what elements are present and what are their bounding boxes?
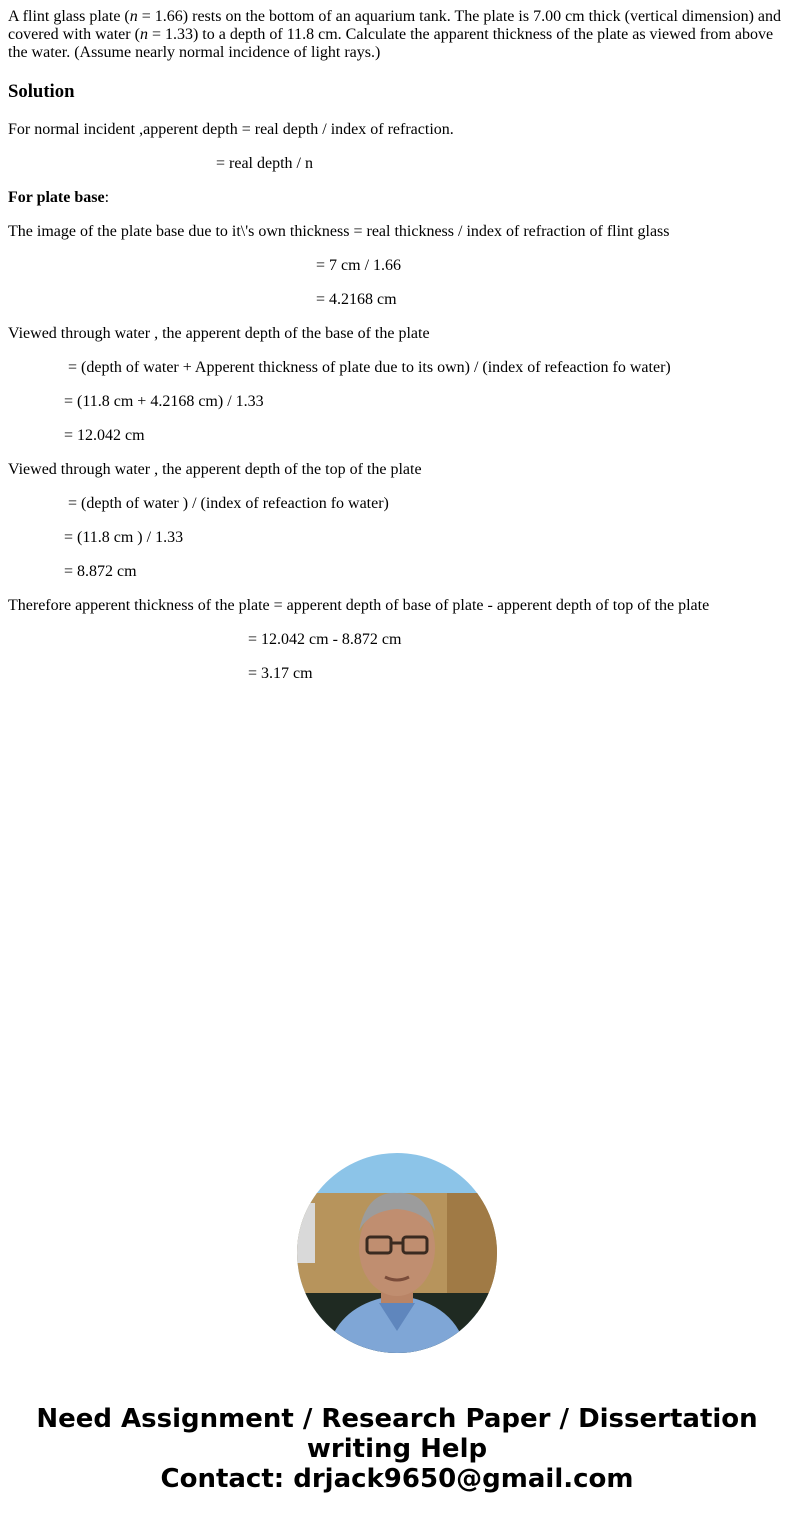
- solution-line: For normal incident ,apperent depth = real depth / index of refraction.: [8, 121, 454, 138]
- solution-line: Therefore apperent thickness of the plate = apperent depth of base of plate - apperent depth of top of the plate: [8, 597, 710, 614]
- solution-line: [8, 189, 109, 207]
- solution-line: Viewed through water , the apperent depth of the top of the plate: [8, 461, 422, 478]
- solution-line: = (depth of water + Apperent thickness of plate due to its own) / (index of refeaction fo water): [64, 359, 671, 376]
- document-body: [8, 8, 786, 103]
- promo-contact: Contact: drjack9650@gmail.com: [160, 1464, 634, 1494]
- solution-line: = 12.042 cm: [64, 427, 145, 444]
- solution-line: = real depth / n: [216, 155, 313, 172]
- solution-line: Viewed through water , the apperent depth of the base of the plate: [8, 325, 430, 342]
- solution-heading: Solution: [8, 81, 75, 102]
- solution-line: The image of the plate base due to it\'s own thickness = real thickness / index of refraction of flint glass: [8, 223, 670, 240]
- solution-line: = 12.042 cm - 8.872 cm: [248, 631, 402, 648]
- promo-banner: [0, 1404, 794, 1494]
- problem-statement: [8, 8, 786, 62]
- solution-line: = 8.872 cm: [64, 563, 137, 580]
- promo-line: writing Help: [306, 1434, 488, 1464]
- symbol-n: n: [139, 26, 148, 43]
- symbol-n: n: [129, 8, 138, 25]
- solution-line: = (depth of water ) / (index of refeaction fo water): [64, 495, 389, 512]
- solution-line: = 4.2168 cm: [316, 291, 397, 308]
- promo-line: Need Assignment / Research Paper / Dissertation: [36, 1404, 758, 1434]
- colon: :: [104, 189, 110, 206]
- solution-line: = 7 cm / 1.66: [316, 257, 402, 274]
- problem-text-2: = 1.66) rests on the bottom of an aquarium tank. The plate is 7.00 cm thick (vertical dimension) and covered with water (: [8, 8, 782, 43]
- solution-line: = (11.8 cm + 4.2168 cm) / 1.33: [64, 393, 264, 410]
- problem-text-1: A flint glass plate (: [8, 8, 130, 25]
- problem-text-3: = 1.33) to a depth of 11.8 cm. Calculate the apparent thickness of the plate as viewed from above the water. (Assume nearly normal incidence of light rays.): [8, 26, 774, 61]
- plate-base-label: For plate base: [8, 189, 105, 206]
- avatar: [297, 1153, 497, 1353]
- solution-line: = 3.17 cm: [248, 665, 313, 682]
- person-portrait-icon: [297, 1153, 497, 1353]
- solution-line: = (11.8 cm ) / 1.33: [64, 529, 184, 546]
